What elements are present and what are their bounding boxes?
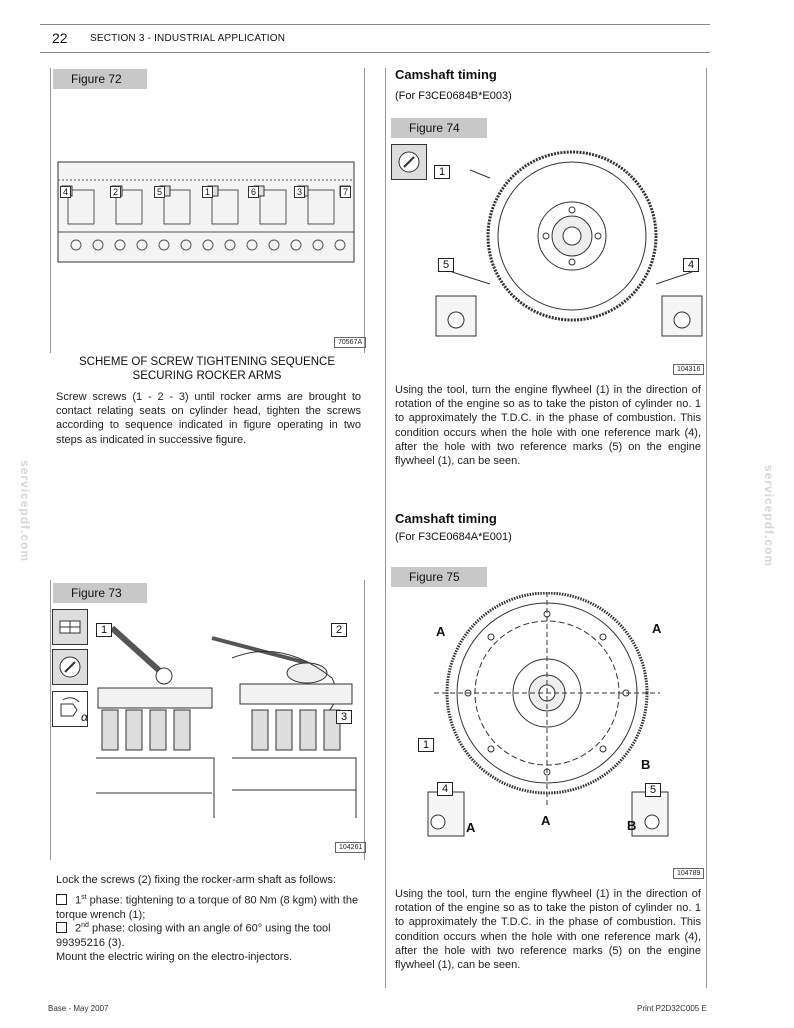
sequence-number: 1 — [202, 186, 213, 198]
camshaft-timing-heading-2: Camshaft timing — [395, 511, 497, 526]
sequence-number: 3 — [294, 186, 305, 198]
sequence-number: 4 — [60, 186, 71, 198]
footer-edition: Base - May 2007 — [48, 1004, 109, 1013]
figure-75-code: 104789 — [673, 868, 704, 879]
alpha-symbol: α — [81, 710, 88, 724]
grid-icon — [53, 610, 87, 644]
caption-line-2: SECURING ROCKER ARMS — [132, 370, 282, 382]
section-title: SECTION 3 - INDUSTRIAL APPLICATION — [90, 33, 286, 44]
watermark-left: servicepdf.com — [18, 460, 32, 563]
paragraph-wiring: Mount the electric wiring on the electro-injectors. — [56, 951, 292, 963]
paragraph-flywheel-1: Using the tool, turn the engine flywheel (1) in the direction of rotation of the engine so as to take the piston of cylinder no. 1 to approximately the T.D.C. in the phase of combustion. This condition occurs when the hole with one reference mark (4), after the hole with two reference marks (5) on the engine flywheel (1), can be seen. — [395, 384, 701, 468]
fig74-callout-4: 4 — [683, 258, 699, 272]
paragraph-flywheel-2: Using the tool, turn the engine flywheel (1) in the direction of rotation of the engine so as to take the piston of cylinder no. 1 to approximately the T.D.C. in the phase of combustion. This condition occurs when the hole with one reference mark (4), after the hole with two reference marks (5) on the engine flywheel (1), can be seen. — [395, 888, 701, 972]
cylinder-head-illustration — [54, 150, 362, 270]
left-figure73-border — [50, 580, 51, 860]
fig75-letter-a-bottom-left: A — [466, 820, 476, 835]
callout-2: 2 — [331, 623, 347, 637]
step-2-num: 2 — [75, 922, 82, 935]
camshaft-timing-heading-1: Camshaft timing — [395, 67, 497, 82]
right-column-border — [706, 68, 707, 988]
sequence-number: 5 — [154, 186, 165, 198]
watermark-right: servicepdf.com — [762, 465, 776, 568]
fig75-letter-b-bottom: B — [627, 818, 637, 833]
sequence-number: 2 — [110, 186, 121, 198]
callout-3: 3 — [336, 710, 352, 724]
sequence-number: 7 — [340, 186, 351, 198]
figure-74-label: Figure 74 — [391, 118, 487, 138]
step-2-text: phase: closing with an angle of 60° using the tool 99395216 (3). — [56, 922, 331, 949]
camshaft-timing-subtitle-1: (For F3CE0684B*E003) — [395, 90, 512, 102]
step-2-bullet — [56, 922, 67, 933]
figure-73-code: 104261 — [335, 842, 366, 853]
fig75-callout-1: 1 — [418, 738, 434, 752]
page-number: 22 — [52, 30, 68, 46]
figure-75-label: Figure 75 — [391, 567, 487, 587]
fig75-letter-a-top-right: A — [652, 621, 662, 636]
header-top-rule — [40, 24, 710, 25]
callout-1: 1 — [96, 623, 112, 637]
paragraph-lock-screws: Lock the screws (2) fixing the rocker-arm shaft as follows: — [56, 874, 336, 886]
fig75-letter-a-top-left: A — [436, 624, 446, 639]
left-figure-border — [50, 68, 51, 353]
step-2-sup: nd — [81, 922, 89, 929]
flywheel-tool-icon-box — [391, 144, 427, 180]
column-divider — [385, 68, 386, 988]
footer-print-code: Print P2D32C005 E — [637, 1004, 707, 1013]
figure-72-label: Figure 72 — [53, 69, 147, 89]
rocker-arm-illustration — [92, 618, 362, 823]
flywheel-tool-icon — [392, 145, 426, 179]
paragraph-screw-sequence: Screw screws (1 - 2 - 3) until rocker arms are brought to contact relating seats on cylinder head, tighten the screws according to sequence indicated in figure operating in two steps as indicated in successive figure. — [56, 391, 361, 446]
sequence-number: 6 — [248, 186, 259, 198]
tightening-sequence-numbers — [58, 186, 358, 198]
step-2-item — [56, 919, 361, 950]
left-figure73-border-right — [364, 580, 365, 860]
figure-73-label: Figure 73 — [53, 583, 147, 603]
figure-72-caption — [52, 355, 362, 383]
fig75-callout-4: 4 — [437, 782, 453, 796]
fig75-letter-a-bottom: A — [541, 813, 551, 828]
step-1-sup: st — [81, 894, 87, 901]
step-1-text: phase: tightening to a torque of 80 Nm (8 kgm) with the torque wrench (1); — [56, 894, 359, 921]
fig75-callout-5: 5 — [645, 783, 661, 797]
fig75-letter-b-right: B — [641, 757, 651, 772]
fig74-callout-5: 5 — [438, 258, 454, 272]
angle-tool-icon-box — [52, 691, 88, 727]
left-figure-border-right — [364, 68, 365, 353]
step-1-num: 1 — [75, 894, 82, 907]
flywheel-illustration-74 — [430, 148, 705, 348]
torque-wrench-icon — [53, 650, 87, 684]
torque-wrench-icon-box — [52, 649, 88, 685]
fig74-callout-1: 1 — [434, 165, 450, 179]
step-1-item — [56, 891, 361, 922]
figure-74-code: 104316 — [673, 364, 704, 375]
header-bottom-rule — [40, 52, 710, 53]
step-1-bullet — [56, 894, 67, 905]
figure-72-code: 70567A — [334, 337, 366, 348]
tool-icon-box — [52, 609, 88, 645]
camshaft-timing-subtitle-2: (For F3CE0684A*E001) — [395, 531, 512, 543]
caption-line-1: SCHEME OF SCREW TIGHTENING SEQUENCE — [78, 356, 335, 368]
